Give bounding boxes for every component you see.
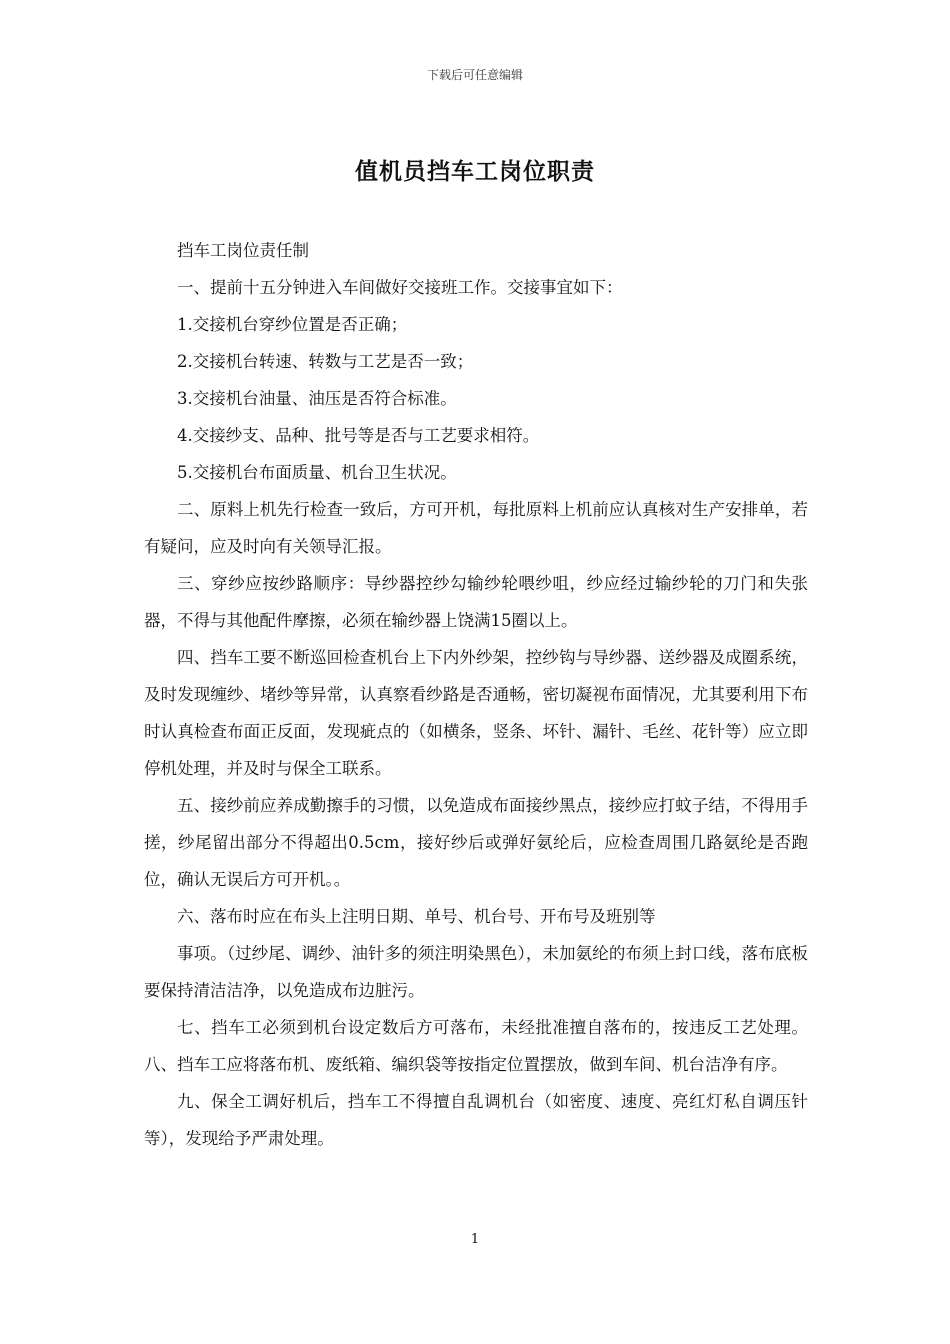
paragraph-item-6-continued: 事项。（过纱尾、调纱、油针多的须注明染黑色），未加氨纶的布须上封口线，落布底板要保持清洁洁净，以免造成布边脏污。 (144, 944, 808, 1000)
paragraph-item-6: 六、落布时应在布头上注明日期、单号、机台号、开布号及班别等 (177, 907, 656, 926)
paragraph-item-9: 九、保全工调好机后，挡车工不得擅自乱调机台（如密度、速度、亮红灯私自调压针等），发现给予严肃处理。 (144, 1092, 808, 1148)
paragraph-item-2: 二、原料上机先行检查一致后，方可开机，每批原料上机前应认真核对生产安排单，若有疑问，应及时向有关领导汇报。 (144, 500, 808, 556)
paragraph-item-5: 五、接纱前应养成勤擦手的习惯，以免造成布面接纱黑点，接纱应打蚊子结，不得用手搓，纱尾留出部分不得超出0.5cm，接好纱后或弹好氨纶后，应检查周围几路氨纶是否跑位，确认无误后方可开机。。 (144, 796, 808, 889)
page-number: 1 (470, 1232, 480, 1247)
paragraph-item-7-8: 七、挡车工必须到机台设定数后方可落布，未经批准擅自落布的，按违反工艺处理。八、挡车工应将落布机、废纸箱、编织袋等按指定位置摆放，做到车间、机台洁净有序。 (144, 1018, 808, 1074)
paragraph-item-4: 四、挡车工要不断巡回检查机台上下内外纱架，控纱钩与导纱器、送纱器及成圈系统，及时发现缠纱、堵纱等异常，认真察看纱路是否通畅，密切凝视布面情况，尤其要利用下布时认真检查布面正反面，发现疵点的（如横条，竖条、坏针、漏针、毛丝、花针等）应立即停机处理，并及时与保全工联系。 (144, 648, 808, 778)
paragraph-subitem-3: 3.交接机台油量、油压是否符合标准。 (177, 389, 457, 408)
paragraph-subitem-1: 1.交接机台穿纱位置是否正确； (177, 315, 408, 334)
paragraph-item-1: 一、提前十五分钟进入车间做好交接班工作。交接事宜如下： (177, 278, 623, 297)
paragraph-heading: 挡车工岗位责任制 (177, 241, 309, 260)
document-body (144, 232, 808, 1157)
paragraph-subitem-5: 5.交接机台布面质量、机台卫生状况。 (177, 463, 457, 482)
paragraph-subitem-2: 2.交接机台转速、转数与工艺是否一致； (177, 352, 474, 371)
document-title: 值机员挡车工岗位职责 (355, 159, 595, 185)
paragraph-item-3: 三、穿纱应按纱路顺序：导纱器控纱勾输纱轮喂纱咀，纱应经过输纱轮的刀门和失张器，不得与其他配件摩擦，必须在输纱器上饶满15圈以上。 (144, 574, 808, 630)
page-header-note: 下载后可任意编辑 (426, 68, 523, 82)
paragraph-subitem-4: 4.交接纱支、品种、批号等是否与工艺要求相符。 (177, 426, 540, 445)
